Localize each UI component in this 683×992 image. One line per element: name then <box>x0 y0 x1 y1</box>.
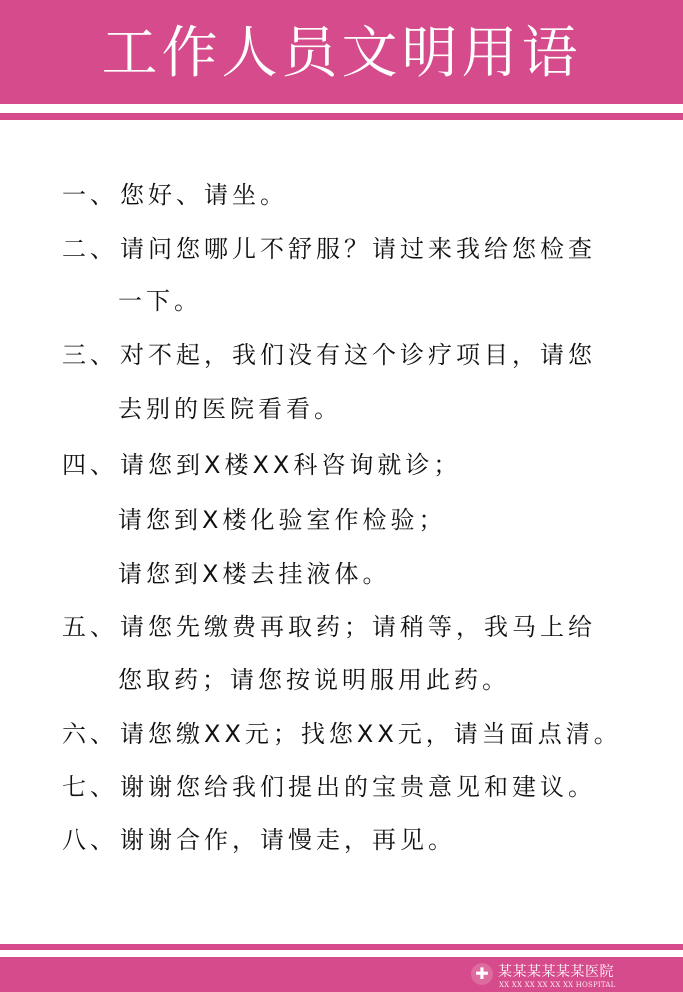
hospital-cross-icon: ✚ <box>471 963 493 985</box>
phrase-3-text-line-1: 对不起，我们没有这个诊疗项目，请您 <box>120 341 596 369</box>
phrase-2-continuation <box>118 289 202 313</box>
hospital-english-name: XX XX XX XX XX XX HOSPITAL <box>499 981 616 989</box>
phrase-4-text-line-3: 请您到X楼去挂液体。 <box>118 560 391 588</box>
phrase-5 <box>62 615 596 639</box>
phrase-5-text-line-2: 您取药；请您按说明服用此药。 <box>118 666 510 694</box>
phrase-2-text-line-2: 一下。 <box>118 287 202 315</box>
phrase-8-number: 八、 <box>62 826 118 854</box>
hospital-name: 某某某某某某医院 <box>498 964 614 980</box>
phrase-2-text-line-1: 请问您哪儿不舒服？请过来我给您检查 <box>120 235 596 263</box>
phrase-6 <box>62 722 622 746</box>
phrase-2-number: 二、 <box>62 235 118 263</box>
phrase-8 <box>62 828 456 852</box>
phrase-7-text: 谢谢您给我们提出的宝贵意见和建议。 <box>120 773 596 801</box>
phrase-4-continuation-1 <box>118 508 446 532</box>
phrase-4-number: 四、 <box>62 451 118 479</box>
phrase-2 <box>62 237 596 261</box>
phrase-4-continuation-2 <box>118 562 390 586</box>
phrase-1-number: 一、 <box>62 181 118 209</box>
phrase-3-text-line-2: 去别的医院看看。 <box>118 395 342 423</box>
phrase-5-text-line-1: 请您先缴费再取药；请稍等，我马上给 <box>120 613 596 641</box>
phrase-6-text: 请您缴XX元；找您XX元，请当面点清。 <box>120 720 622 748</box>
phrase-7 <box>62 775 596 799</box>
phrase-6-number: 六、 <box>62 720 118 748</box>
phrase-3 <box>62 343 596 367</box>
phrase-8-text: 谢谢合作，请慢走，再见。 <box>120 826 456 854</box>
phrase-5-continuation <box>118 668 510 692</box>
phrase-4-text-line-2: 请您到X楼化验室作检验； <box>118 506 447 534</box>
phrase-7-number: 七、 <box>62 773 118 801</box>
phrase-3-continuation <box>118 397 342 421</box>
phrase-3-number: 三、 <box>62 341 118 369</box>
phrase-5-number: 五、 <box>62 613 118 641</box>
footer-divider-line <box>0 944 683 950</box>
phrase-1 <box>62 183 288 207</box>
phrase-4 <box>62 453 461 477</box>
phrase-1-text: 您好、请坐。 <box>120 181 288 209</box>
phrase-4-text-line-1: 请您到X楼XX科咨询就诊； <box>120 451 462 479</box>
page-title: 工作人员文明用语 <box>101 21 582 86</box>
